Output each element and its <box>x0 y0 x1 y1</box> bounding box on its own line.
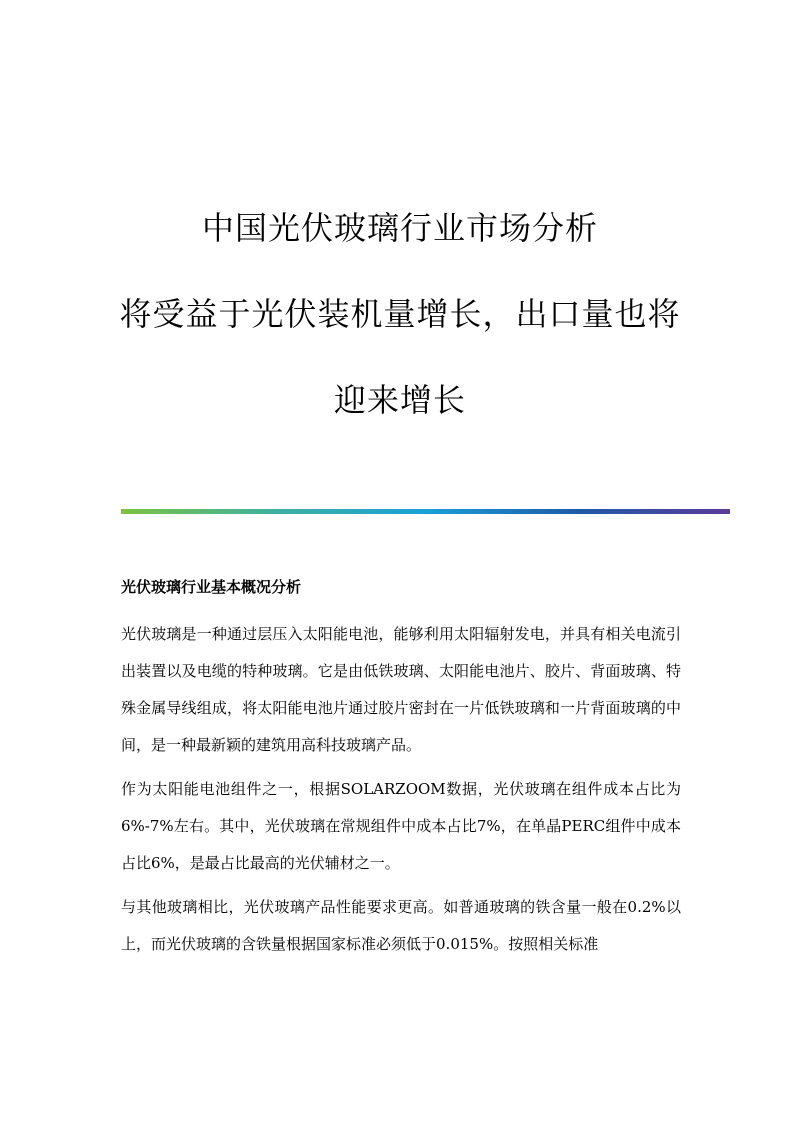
gradient-divider <box>121 509 730 514</box>
paragraph-1: 光伏玻璃是一种通过层压入太阳能电池，能够利用太阳辐射发电，并具有相关电流引出装置以及电缆的特种玻璃。它是由低铁玻璃、太阳能电池片、胶片、背面玻璃、特殊金属导线组成，将太阳能电池片通过胶片密封在一片低铁玻璃和一片背面玻璃的中间，是一种最新颖的建筑用高科技玻璃产品。 <box>121 625 681 754</box>
title-line-3: 迎来增长 <box>333 381 466 419</box>
document-body <box>121 575 681 970</box>
paragraph-3: 与其他玻璃相比，光伏玻璃产品性能要求更高。如普通玻璃的铁含量一般在0.2%以上，而光伏玻璃的含铁量根据国家标准必须低于0.015%。按照相关标准 <box>121 898 681 953</box>
document-title <box>0 185 800 443</box>
section-heading: 光伏玻璃行业基本概况分析 <box>121 578 302 596</box>
paragraph-2: 作为太阳能电池组件之一，根据SOLARZOOM数据，光伏玻璃在组件成本占比为6%-7%左右。其中，光伏玻璃在常规组件中成本占比7%，在单晶PERC组件中成本占比6%，是最占比最高的光伏辅材之一。 <box>121 780 681 872</box>
title-line-2: 将受益于光伏装机量增长，出口量也将 <box>119 295 681 333</box>
title-line-1: 中国光伏玻璃行业市场分析 <box>201 209 598 247</box>
